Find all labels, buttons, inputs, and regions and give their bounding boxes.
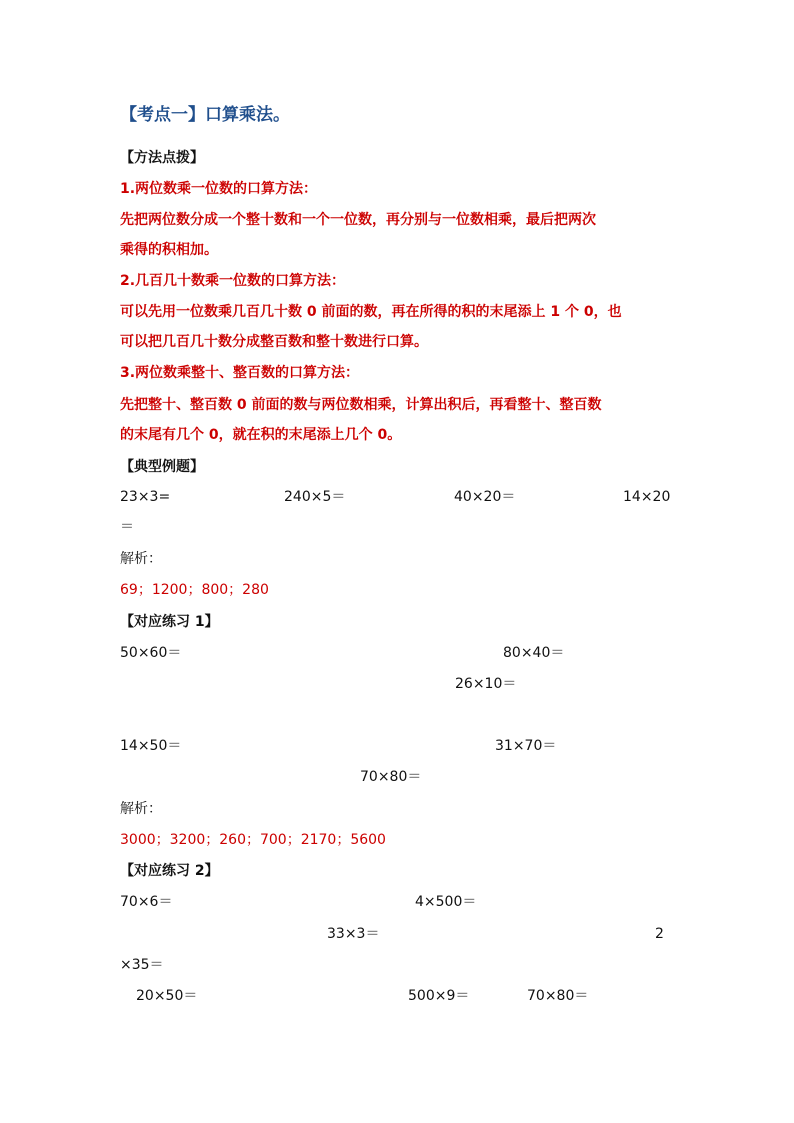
example-problem: 40×20＝ — [454, 489, 516, 505]
practice1-problem: 31×70＝ — [495, 738, 557, 754]
example-label: 【典型例题】 — [120, 459, 204, 475]
practice1-problem: 50×60＝ — [120, 645, 182, 661]
method-3-line-2: 的末尾有几个 0，就在积的末尾添上几个 0。 — [120, 427, 402, 443]
practice2-problem: ×35＝ — [120, 957, 164, 973]
method-1-title: 1.两位数乘一位数的口算方法： — [120, 181, 318, 197]
practice1-problem: 80×40＝ — [503, 645, 565, 661]
method-1-line-2: 乘得的积相加。 — [120, 242, 218, 258]
practice2-label: 【对应练习 2】 — [120, 863, 219, 879]
practice2-problem: 70×6＝ — [120, 894, 173, 910]
example-answer: 69；1200；800；280 — [120, 582, 269, 598]
method-2-line-2: 可以把几百几十数分成整百数和整十数进行口算。 — [120, 334, 428, 350]
practice2-problem: 20×50＝ — [136, 988, 198, 1004]
practice1-problem: 14×50＝ — [120, 738, 182, 754]
practice2-problem: 33×3＝ — [327, 926, 380, 942]
practice1-label: 【对应练习 1】 — [120, 614, 219, 630]
method-2-title: 2.几百几十数乘一位数的口算方法： — [120, 273, 346, 289]
practice1-problem: 26×10＝ — [455, 676, 517, 692]
example-problem: 240×5＝ — [284, 489, 346, 505]
practice2-problem: 70×80＝ — [527, 988, 589, 1004]
method-3-line-1: 先把整十、整百数 0 前面的数与两位数相乘，计算出积后，再看整十、整百数 — [120, 397, 602, 413]
practice2-problem: 4×500＝ — [415, 894, 477, 910]
section-heading: 【考点一】口算乘法。 — [120, 105, 290, 125]
method-label: 【方法点拨】 — [120, 150, 204, 166]
practice2-problem: 2 — [655, 926, 664, 942]
method-2-line-1: 可以先用一位数乘几百几十数 0 前面的数，再在所得的积的末尾添上 1 个 0，也 — [120, 304, 622, 320]
method-3-title: 3.两位数乘整十、整百数的口算方法： — [120, 365, 360, 381]
example-problem: 23×3= — [120, 489, 171, 505]
example-problem: ＝ — [120, 519, 134, 535]
example-analysis-label: 解析： — [120, 551, 162, 567]
practice1-problem: 70×80＝ — [360, 769, 422, 785]
practice2-problem: 500×9＝ — [408, 988, 470, 1004]
practice1-analysis-label: 解析： — [120, 801, 162, 817]
practice1-answer: 3000；3200；260；700；2170；5600 — [120, 832, 386, 848]
method-1-line-1: 先把两位数分成一个整十数和一个一位数，再分别与一位数相乘，最后把两次 — [120, 212, 596, 228]
example-problem: 14×20 — [623, 489, 671, 505]
